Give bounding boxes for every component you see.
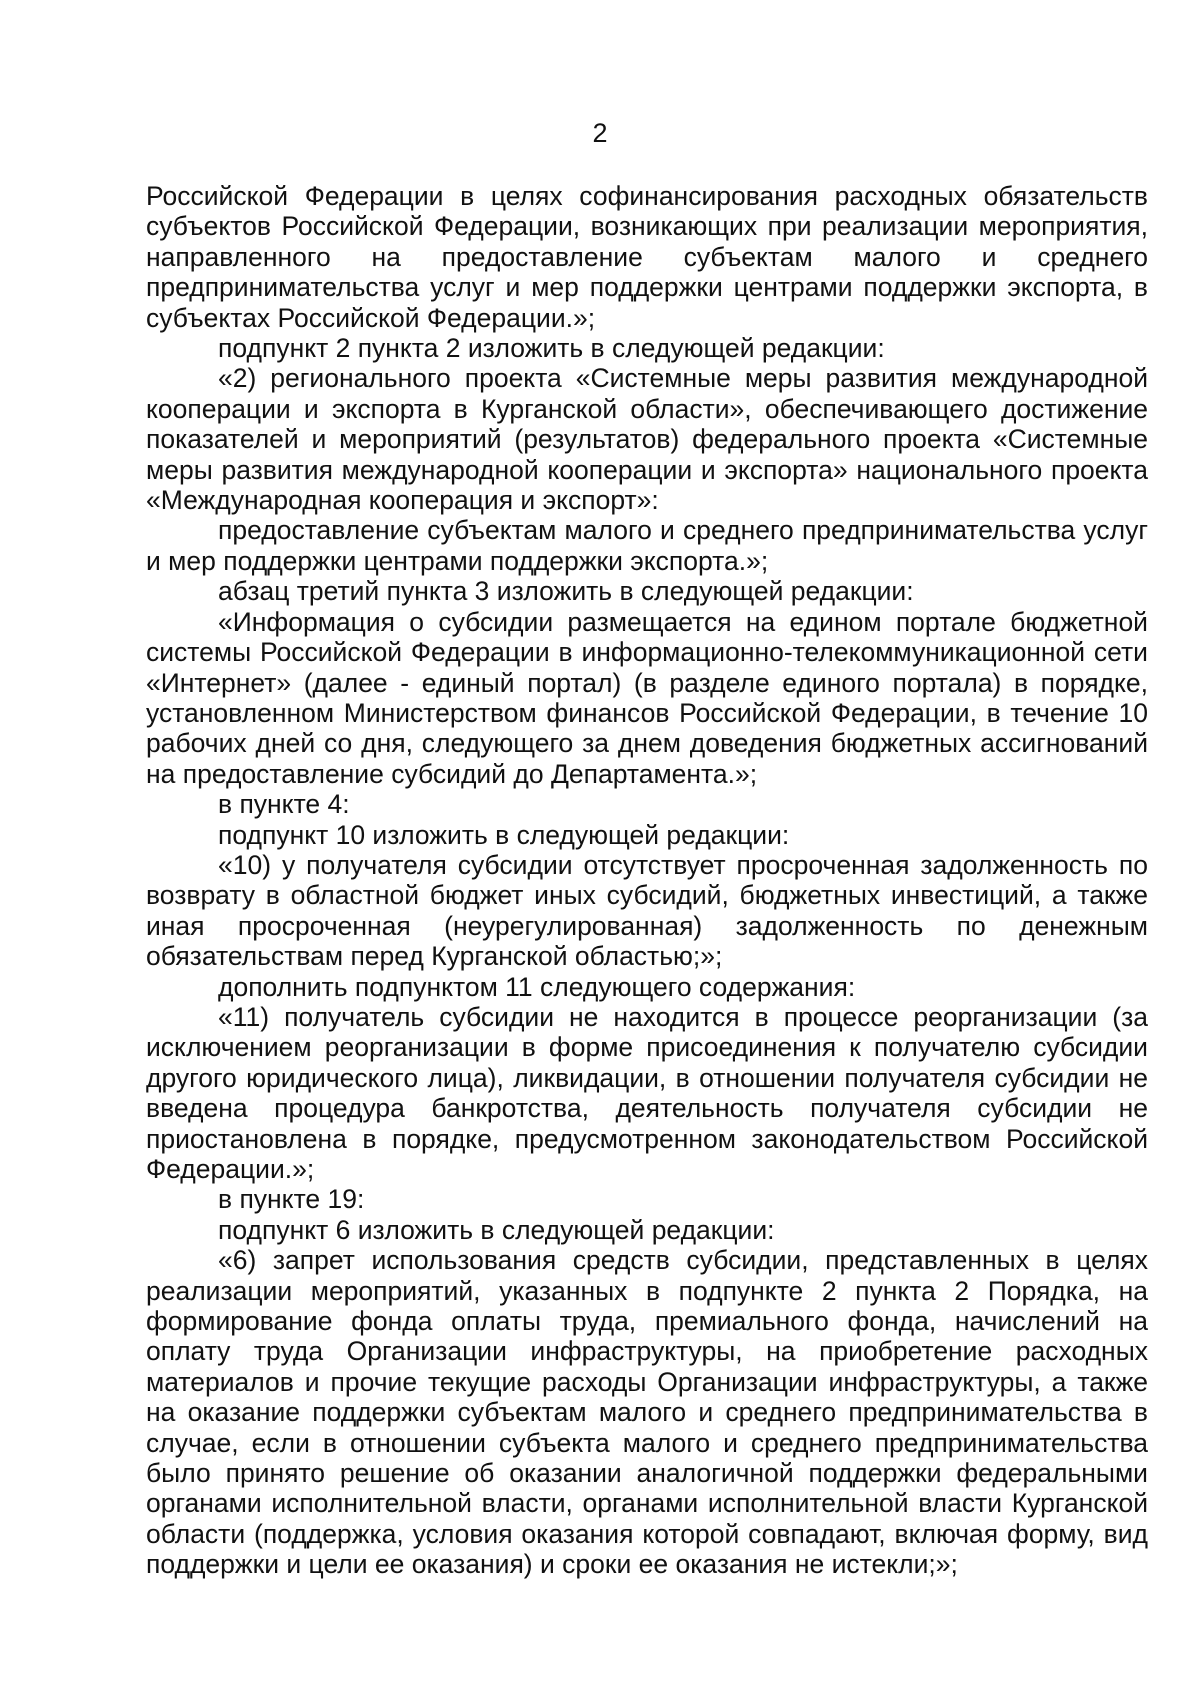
paragraph: в пункте 4: [218, 789, 350, 820]
paragraph: в пункте 19: [218, 1184, 365, 1215]
paragraph: Российской Федерации в целях софинансирования расходных обязательств субъектов Российской Федерации, возникающих при реализации мероприятия, направленного на предоставление субъектам малого и среднего предпринимательства услуг и мер поддержки центрами поддержки экспорта, в субъектах Российской Федерации.»; [146, 181, 1148, 333]
paragraph: «11) получатель субсидии не находится в процессе реорганизации (за исключением реорганизации в форме присоединения к получателю субсидии другого юридического лица), ликвидации, в отношении получателя субсидии не введена процедура банкротства, деятельность получателя субсидии не приостановлена в порядке, предусмотренном законодательством Российской Федерации.»; [146, 1001, 1148, 1184]
paragraph: «10) у получателя субсидии отсутствует просроченная задолженность по возврату в областной бюджет иных субсидий, бюджетных инвестиций, а также иная просроченная (неурегулированная) задолженность по денежным обязательствам перед Курганской областью;»; [146, 849, 1148, 972]
paragraph: «6) запрет использования средств субсидии, представленных в целях реализации мероприятий, указанных в подпункте 2 пункта 2 Порядка, на формирование фонда оплаты труда, премиального фонда, начислений на оплату труда Организации инфраструктуры, на приобретение расходных материалов и прочие текущие расходы Организации инфраструктуры, а также на оказание поддержки субъектам малого и среднего предпринимательства в случае, если в отношении субъекта малого и среднего предпринимательства было принято решение об оказании аналогичной поддержки федеральными органами исполнительной власти, органами исполнительной власти Курганской области (поддержка, условия оказания которой совпадают, включая форму, вид поддержки и цели ее оказания) и сроки ее оказания не истекли;»; [146, 1245, 1148, 1580]
paragraph: абзац третий пункта 3 изложить в следующей редакции: [218, 576, 914, 607]
paragraph: дополнить подпунктом 11 следующего содержания: [218, 971, 856, 1002]
paragraph: предоставление субъектам малого и среднего предпринимательства услуг и мер поддержки центрами поддержки экспорта.»; [146, 515, 1148, 576]
paragraph: «Информация о субсидии размещается на едином портале бюджетной системы Российской Федерации в информационно-телекоммуникационной сети «Интернет» (далее - единый портал) (в разделе единого портала) в порядке, установленном Министерством финансов Российской Федерации, в течение 10 рабочих дней со дня, следующего за днем доведения бюджетных ассигнований на предоставление субсидий до Департамента.»; [146, 606, 1148, 789]
page-number: 2 [592, 118, 608, 148]
paragraph: подпункт 6 изложить в следующей редакции: [218, 1214, 775, 1245]
paragraph: «2) регионального проекта «Системные меры развития международной кооперации и экспорта в Курганской области», обеспечивающего достижение показателей и мероприятий (результатов) федерального проекта «Системные меры развития международной кооперации и экспорта» национального проекта «Международная кооперация и экспорт»: [146, 363, 1148, 516]
document-body [146, 181, 1148, 1580]
paragraph: подпункт 10 изложить в следующей редакции: [218, 819, 790, 850]
paragraph: подпункт 2 пункта 2 изложить в следующей редакции: [218, 333, 885, 364]
